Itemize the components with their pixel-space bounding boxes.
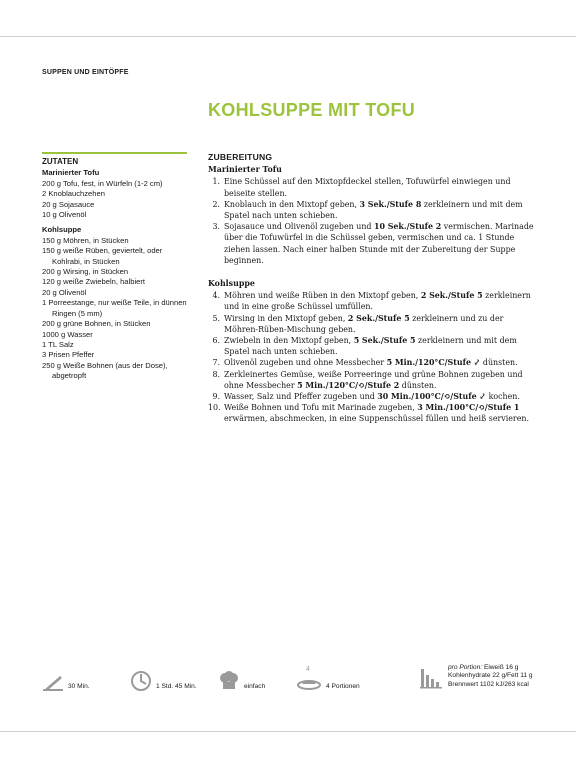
step-item bbox=[208, 357, 538, 368]
difficulty bbox=[218, 670, 265, 692]
knife-icon bbox=[42, 670, 64, 692]
step-number: 10. bbox=[208, 403, 221, 413]
ingredient-item: 200 g Wirsing, in Stücken bbox=[42, 267, 129, 277]
ingredient-item: 150 g weiße Rüben, geviertelt, oder Kohlrabi, in Stücken bbox=[42, 246, 163, 266]
nutrition-line1: Eiweiß 16 g bbox=[483, 664, 519, 671]
chef-hat-icon bbox=[218, 670, 240, 692]
ingredients-panel bbox=[42, 152, 187, 387]
ingredient-group-title: Marinierter Tofu bbox=[42, 168, 100, 178]
step-number: 6. bbox=[212, 336, 220, 346]
step-item bbox=[208, 176, 538, 198]
bottom-rule bbox=[0, 731, 576, 732]
step-item bbox=[208, 391, 538, 402]
prep-time-value: 30 Min. bbox=[68, 683, 90, 690]
step-number: 4. bbox=[212, 291, 220, 301]
ingredient-group-title: Kohlsuppe bbox=[42, 225, 82, 235]
section-label: SUPPEN UND EINTÖPFE bbox=[42, 69, 129, 76]
total-time bbox=[130, 670, 197, 692]
step-text: Zerkleinertes Gemüse, weiße Porreeringe und grüne Bohnen zugeben und ohne Messbecher 5 Min./120°C/⟲/Stufe 2 dünsten. bbox=[224, 369, 523, 390]
ingredients-accent-bar bbox=[42, 152, 187, 154]
recipe-footer bbox=[38, 664, 538, 704]
step-text: Eine Schüssel auf den Mixtopfdeckel stellen, Tofuwürfel einwiegen und beiseite stellen. bbox=[224, 177, 511, 198]
clock-icon bbox=[130, 670, 152, 692]
step-text: Wasser, Salz und Pfeffer zugeben und 30 Min./100°C/⟲/Stufe ⤦ kochen. bbox=[224, 392, 520, 402]
step-number: 5. bbox=[212, 313, 220, 323]
step-item bbox=[208, 221, 538, 266]
step-text: Sojasauce und Olivenöl zugeben und 10 Sek./Stufe 2 vermischen. Marinade über die Tofuwürfel in die Schüssel geben, vermischen und ca. 1 Stunde ziehen lassen. Nach einer halben Stunde mit der Zubereitung der Suppe beginnen. bbox=[224, 222, 534, 265]
preparation-section-title: Kohlsuppe bbox=[208, 279, 255, 289]
step-item bbox=[208, 313, 538, 335]
ingredient-item: 3 Prisen Pfeffer bbox=[42, 350, 95, 360]
step-list bbox=[208, 176, 538, 266]
bar-chart-icon bbox=[420, 665, 442, 689]
portions bbox=[296, 668, 360, 692]
step-text: Olivenöl zugeben und ohne Messbecher 5 Min./120°C/Stufe ⤦ dünsten. bbox=[224, 358, 518, 368]
ingredient-item: 1 TL Salz bbox=[42, 339, 74, 349]
ingredient-item: 20 g Sojasauce bbox=[42, 199, 95, 209]
step-item bbox=[208, 402, 538, 424]
step-item bbox=[208, 290, 538, 312]
prep-time bbox=[42, 670, 90, 692]
ingredient-item: 120 g weiße Zwiebeln, halbiert bbox=[42, 277, 145, 287]
step-text: Wirsing in den Mixtopf geben, 2 Sek./Stufe 5 zerkleinern und zu der Möhren-Rüben-Mischung geben. bbox=[224, 313, 504, 334]
step-text: Weiße Bohnen und Tofu mit Marinade zugeben, 3 Min./100°C/⟲/Stufe 1 erwärmen, abschmecken, in eine Suppenschüssel füllen und heiß servieren. bbox=[224, 403, 529, 424]
step-number: 3. bbox=[212, 222, 220, 232]
step-list bbox=[208, 290, 538, 424]
top-rule bbox=[0, 36, 576, 37]
ingredient-item: 1000 g Wasser bbox=[42, 329, 93, 339]
nutrition-line3: Brennwert 1102 kJ/263 kcal bbox=[448, 680, 529, 688]
ingredient-item: 10 g Olivenöl bbox=[42, 210, 87, 220]
step-number: 1. bbox=[212, 177, 220, 187]
step-number: 2. bbox=[212, 199, 220, 209]
plate-icon bbox=[296, 668, 322, 692]
ingredient-item: 1 Porreestange, nur weiße Teile, in dünnen Ringen (5 mm) bbox=[42, 298, 187, 318]
nutrition-line2: Kohlenhydrate 22 g/Fett 11 g bbox=[448, 672, 533, 680]
ingredient-item: 150 g Möhren, in Stücken bbox=[42, 235, 129, 245]
ingredient-item: 250 g Weiße Bohnen (aus der Dose), abgetropft bbox=[42, 360, 168, 381]
portions-icon-number: 4 bbox=[306, 666, 310, 673]
ingredients-heading: ZUTATEN bbox=[42, 157, 79, 166]
step-item bbox=[208, 369, 538, 391]
portions-value: 4 Portionen bbox=[326, 683, 360, 690]
ingredient-item: 2 Knoblauchzehen bbox=[42, 189, 105, 199]
step-number: 7. bbox=[212, 358, 220, 368]
preparation-heading: ZUBEREITUNG bbox=[208, 152, 273, 162]
ingredient-group bbox=[42, 168, 187, 220]
ingredient-item: 20 g Olivenöl bbox=[42, 287, 87, 297]
ingredient-groups bbox=[42, 168, 187, 381]
section-gap bbox=[208, 266, 538, 278]
difficulty-value: einfach bbox=[244, 683, 266, 690]
preparation-section-title: Marinierter Tofu bbox=[208, 165, 282, 175]
step-number: 9. bbox=[212, 392, 220, 402]
recipe-title: KOHLSUPPE MIT TOFU bbox=[208, 100, 416, 120]
step-item bbox=[208, 199, 538, 221]
ingredient-item: 200 g grüne Bohnen, in Stücken bbox=[42, 319, 151, 329]
per-portion-label: pro Portion: bbox=[448, 664, 483, 671]
preparation-panel bbox=[208, 152, 538, 425]
total-time-value: 1 Std. 45 Min. bbox=[156, 683, 197, 690]
ingredient-item: 200 g Tofu, fest, in Würfeln (1-2 cm) bbox=[42, 178, 163, 188]
nutrition-info bbox=[420, 664, 533, 689]
step-item bbox=[208, 335, 538, 357]
nutrition-lines bbox=[448, 664, 533, 689]
preparation-sections bbox=[208, 164, 538, 424]
step-number: 8. bbox=[212, 369, 220, 379]
step-text: Zwiebeln in den Mixtopf geben, 5 Sek./Stufe 5 zerkleinern und mit dem Spatel nach unten schieben. bbox=[224, 336, 517, 357]
ingredient-group bbox=[42, 225, 187, 381]
step-text: Knoblauch in den Mixtopf geben, 3 Sek./Stufe 8 zerkleinern und mit dem Spatel nach unten schieben. bbox=[224, 199, 523, 221]
step-text: Möhren und weiße Rüben in den Mixtopf geben, 2 Sek./Stufe 5 zerkleinern und in eine große Schüssel umfüllen. bbox=[224, 291, 531, 312]
